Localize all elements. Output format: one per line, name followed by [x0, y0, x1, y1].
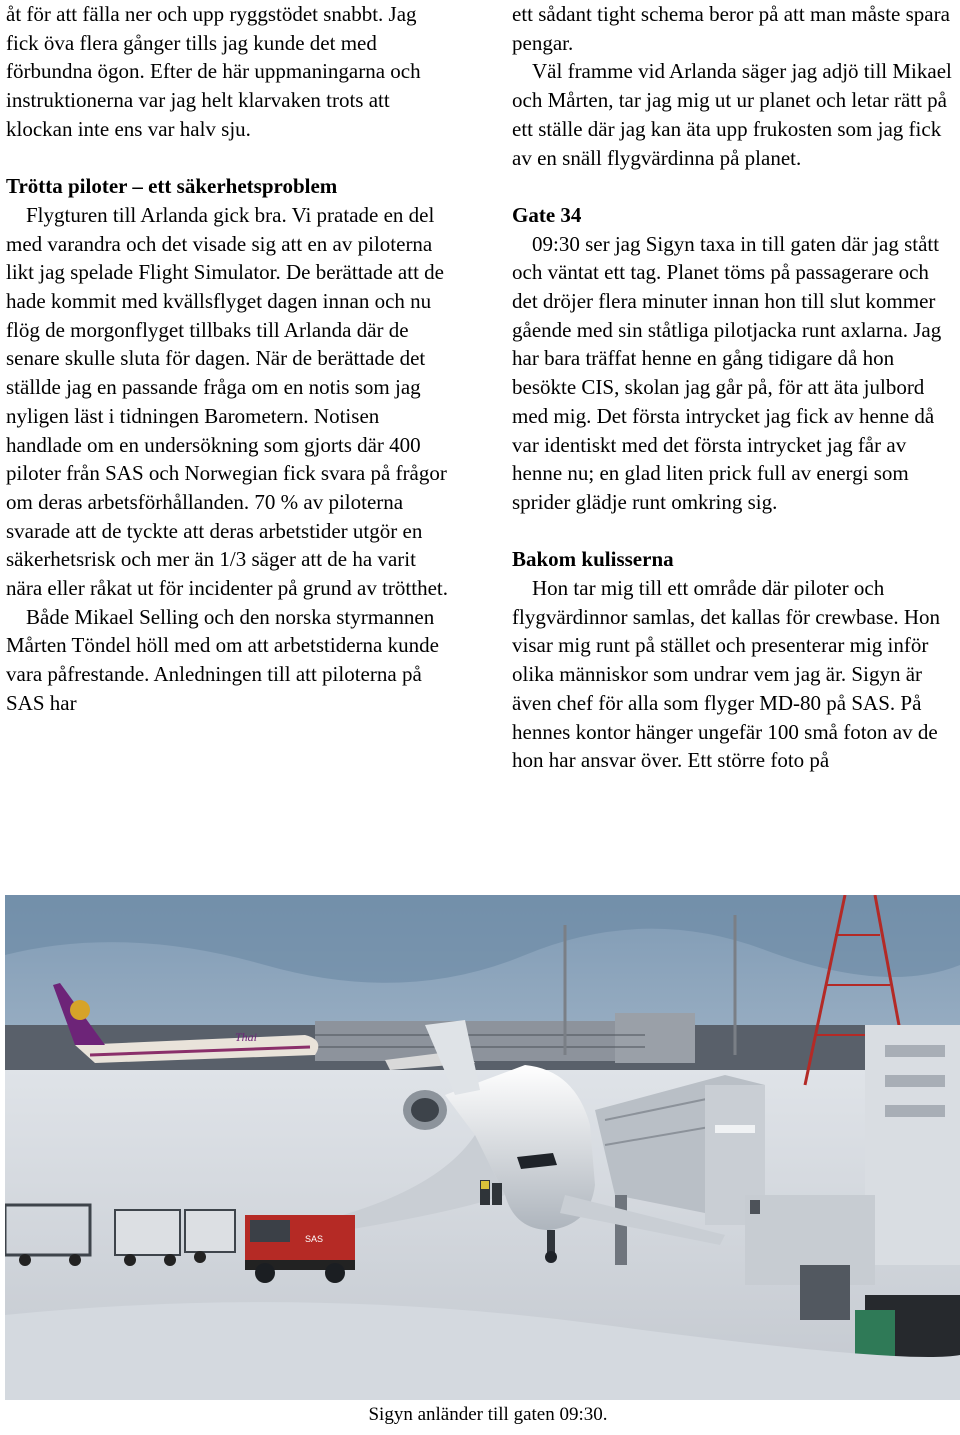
right-paragraph-1: ett sådant tight schema beror på att man måste spara pengar.	[512, 2, 950, 55]
heading-gate-34: Gate 34	[512, 202, 582, 227]
heading-behind-scenes: Bakom kulisserna	[512, 547, 674, 572]
right-paragraph-2: Väl framme vid Arlanda säger jag adjö till Mikael och Mårten, tar jag mig ut ur planet och letar rätt på ett ställe där jag kan äta upp frukosten som jag fick av en snäll flygvärdinna på planet.	[512, 59, 952, 170]
left-paragraph-1: åt för att fälla ner och upp ryggstödet snabbt. Jag fick öva flera gånger tills jag kunde det med förbundna ögon. Efter de här uppmaningarna och instruktionerna var jag helt klarvaken trots att klockan inte ens var halv sju.	[6, 2, 421, 141]
right-paragraph-3: 09:30 ser jag Sigyn taxa in till gaten där jag stått och väntat ett tag. Planet töms på passagerare och det dröjer flera minuter innan hon till slut kommer gående med sin ståtliga pilotjacka runt axlarna. Jag har bara träffat henne en gång tidigare då hon besökte CIS, skolan jag går på, för att äta julbord med mig. Det första intrycket jag fick av henne då var identiskt med det första intrycket jag får av henne nu; en glad liten prick full av energi som sprider glädje runt omkring sig.	[512, 231, 942, 514]
photo-caption: Sigyn anländer till gaten 09:30.	[348, 1403, 628, 1427]
right-text-column	[512, 0, 954, 775]
thai-tail-text: Thai	[235, 1030, 258, 1044]
left-text-column	[6, 0, 450, 718]
left-paragraph-2: Flygturen till Arlanda gick bra. Vi pratade en del med varandra och det visade sig att en av piloterna likt jag spelade Flight Simulator. De berättade att de hade kommit med kvällsflyget dagen innan och nu flög de morgonflyget tillbaks till Arlanda där de senare skulle sluta för dagen. När de berättade det ställde jag en passande fråga om en notis som jag nyligen läst i tidningen Barometern. Notisen handlade om en undersökning som gjorts där 400 piloter från SAS och Norwegian fick svara på frågor om deras arbetsförhållanden. 70 % av piloterna svarade att de tyckte att deras arbetstider utgör en säkerhetsrisk och mer än 1/3 säger att de ha varit nära eller råkat ut för incidenter på grund av trötthet.	[6, 202, 448, 601]
left-paragraph-3: Både Mikael Selling och den norska styrmannen Mårten Töndel höll med om att arbetstiderna kunde vara påfrestande. Anledningen till att piloterna på SAS har	[6, 604, 439, 715]
heading-tired-pilots: Trötta piloter – ett säkerhetsproblem	[6, 174, 338, 199]
airport-photo	[5, 895, 960, 1400]
right-paragraph-4: Hon tar mig till ett område där piloter och flygvärdinnor samlas, det kallas för crewbase. Hon visar mig runt på stället och presenterar mig inför olika människor som undrar vem jag är. Sigyn är även chef för alla som flyger MD-80 på SAS. På hennes kontor hänger ungefär 100 små foton av de hon har ansvar över. Ett större foto på	[512, 576, 941, 773]
tractor-sas-text: SAS	[305, 1234, 324, 1244]
